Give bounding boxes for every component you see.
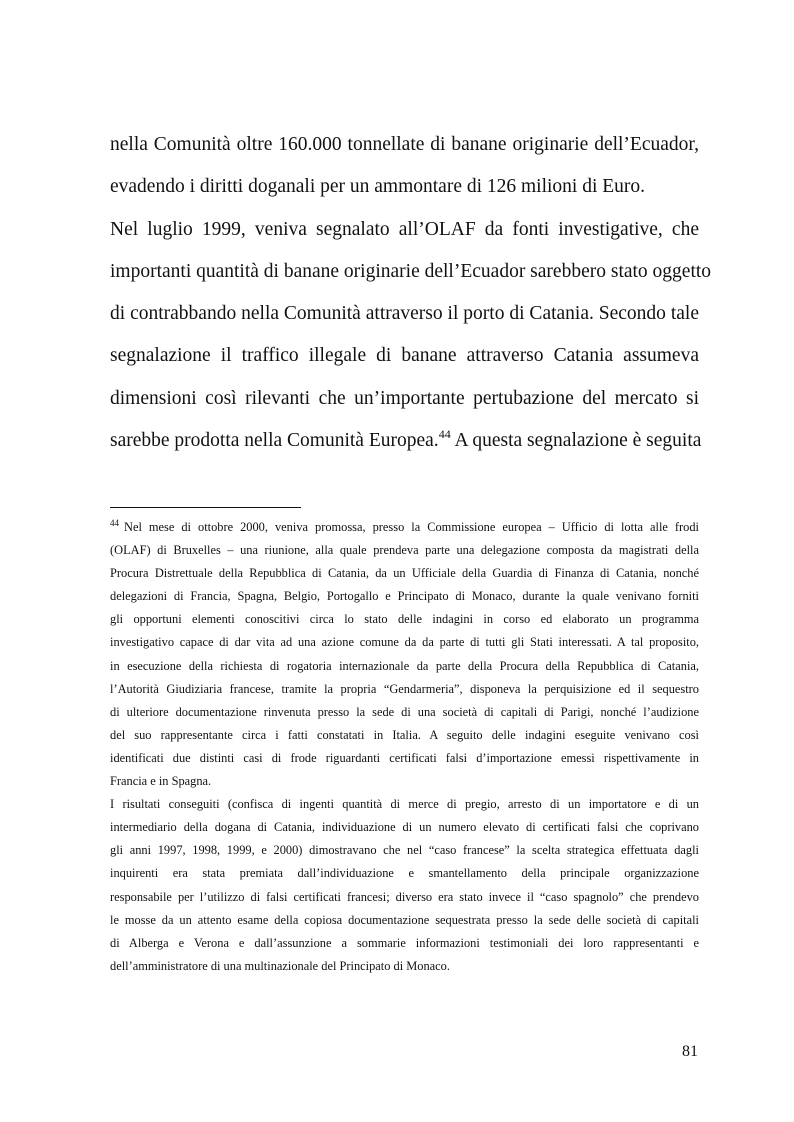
body-line: segnalazione il traffico illegale di banane attraverso Catania assumeva — [110, 345, 699, 367]
footnote-line: gli opportuni elementi conoscitivi circa lo stato delle indagini in corso ed elaborato un programma — [110, 612, 699, 627]
body-line-end: A questa segnalazione è seguita — [450, 430, 702, 452]
footnote-line: (OLAF) di Bruxelles – una riunione, alla quale prendeva parte una delegazione composta da magistrati della — [110, 543, 699, 558]
footnote-line: del suo rappresentante circa i fatti constatati in Italia. A seguito delle indagini eseguite venivano così — [110, 727, 699, 742]
footnote-line: l’Autorità Giudiziaria francese, tramite la propria “Gendarmeria”, disponeva la perquisizione ed il sequestro — [110, 681, 699, 696]
footnote-line: I risultati conseguiti (confisca di ingenti quantità di merce di pregio, arresto di un importatore e di un — [110, 797, 699, 812]
body-line: dimensioni così rilevanti che un’importante pertubazione del mercato si — [110, 387, 699, 409]
footnote-line: identificati due distinti casi di frode riguardanti certificati falsi d’importazione emessi rispettivamente in — [110, 750, 699, 765]
footnote-line: dell’amministratore di una multinazionale del Principato di Monaco. — [110, 958, 450, 973]
footnote-line: le mosse da un attento esame della copiosa documentazione sequestrata presso la sede delle società di capitali — [110, 912, 699, 927]
footnote-line: responsabile per l’utilizzo di falsi certificati francesi; diverso era stato invece il “caso spagnolo” che prendevo — [110, 889, 699, 904]
footnote-line: Francia e in Spagna. — [110, 774, 212, 789]
footnote-line — [110, 516, 699, 539]
footnote-line: Procura Distrettuale della Repubblica di Catania, da un Ufficiale della Guardia di Finanza di Catania, nonché — [110, 566, 699, 581]
footnote-reference[interactable]: 44 — [438, 427, 451, 442]
footnote-line: inquirenti era stata premiata dall’individuazione e smantellamento della principale organizzazione — [110, 866, 699, 881]
body-line: importanti quantità di banane originarie dell’Ecuador sarebbero stato oggetto — [110, 260, 712, 282]
footnote-line: in esecuzione della richiesta di rogatoria internazionale da parte della Procura della Repubblica di Catania, — [110, 658, 699, 673]
body-line-start: sarebbe prodotta nella Comunità Europea. — [110, 430, 439, 452]
footnote-text: Nel mese di ottobre 2000, veniva promossa, presso la Commissione europea – Ufficio di lotta alle frodi — [124, 520, 699, 534]
footnote-line: di ulteriore documentazione rinvenuta presso la sede di una società di capitali di Parigi, nonché l’audizione — [110, 704, 699, 719]
footnote-separator — [110, 507, 301, 508]
body-line: di contrabbando nella Comunità attraverso il porto di Catania. Secondo tale — [110, 303, 699, 325]
footnote-line: gli anni 1997, 1998, 1999, e 2000) dimostravano che nel “caso francese” la scelta strategica effettuata dagli — [110, 843, 699, 858]
body-line: nella Comunità oltre 160.000 tonnellate di banane originarie dell’Ecuador, — [110, 134, 699, 155]
body-paragraph — [110, 124, 712, 462]
body-line-with-footnote-ref — [110, 420, 702, 462]
footnote — [110, 516, 699, 978]
footnote-line: di Alberga e Verona e dall’assunzione a sommarie informazioni testimoniali dei loro rappresentanti e — [110, 935, 699, 950]
footnote-number: 44 — [110, 518, 119, 528]
footnote-line: intermediario della dogana di Catania, individuazione di un numero elevato di certificati falsi che coprivano — [110, 820, 699, 835]
body-line: Nel luglio 1999, veniva segnalato all’OLAF da fonti investigative, che — [110, 218, 699, 240]
footnote-line: investigativo capace di dar vita ad una azione comune da da parte di tutti gli Stati interessati. A tal proposito, — [110, 635, 699, 650]
page-number: 81 — [682, 1043, 698, 1060]
footnote-line: delegazioni di Francia, Spagna, Belgio, Portogallo e Principato di Monaco, durante la quale venivano forniti — [110, 589, 699, 604]
body-line: evadendo i diritti doganali per un ammontare di 126 milioni di Euro. — [110, 176, 646, 198]
